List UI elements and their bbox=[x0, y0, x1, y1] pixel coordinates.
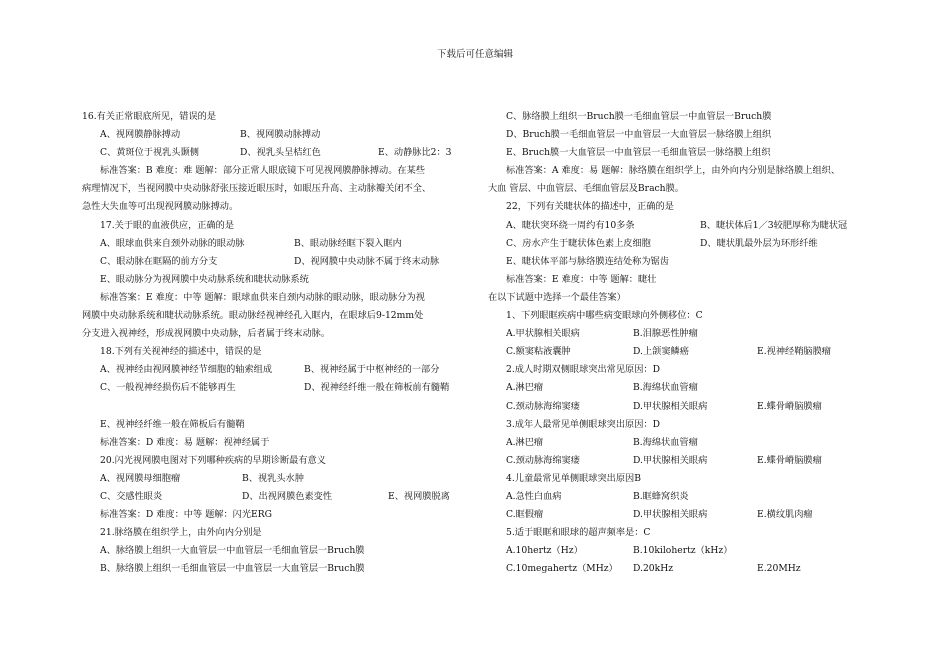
question-17-options-cd bbox=[82, 253, 468, 271]
mcq-2-options-ab bbox=[488, 379, 888, 397]
q22-option-c: C、房水产生于睫状体色素上皮细胞 bbox=[506, 237, 651, 249]
question-20-options-cde bbox=[82, 488, 468, 506]
mcq-4-stem: 4.儿童最常见单侧眼球突出原因B bbox=[506, 472, 641, 484]
mcq-1-options-ab bbox=[488, 325, 888, 343]
left-column bbox=[82, 108, 468, 578]
spacer bbox=[82, 398, 468, 416]
mcq-1-options-cde bbox=[488, 343, 888, 361]
q21-option-e: E、Bruch膜一大血管层一中血管层一毛细血管层一脉络膜上组织 bbox=[506, 147, 771, 159]
mcq-1-option-a: A.甲状腺相关眼病 bbox=[506, 328, 580, 340]
q22-option-a: A、睫状突环绕一周约有10多条 bbox=[506, 219, 635, 231]
q21-option-b: B、脉络膜上组织一毛细血管层一中血管层一大血管层一Bruch膜 bbox=[100, 563, 365, 575]
mcq-4-options-cde bbox=[488, 506, 888, 524]
q18-option-d: D、视神经纤维一般在筛板前有髓鞘 bbox=[304, 382, 450, 394]
q18-option-b: B、视神经属于中枢神经的一部分 bbox=[304, 364, 440, 376]
mcq-3-stem: 3.成年人最常见单侧眼球突出原因：D bbox=[506, 418, 660, 430]
question-17-stem: 17.关于眼的血液供应，正确的是 bbox=[100, 219, 235, 231]
q18-option-e: E、视神经纤维一般在筛板后有髓鞘 bbox=[100, 418, 245, 430]
question-18-stem: 18.下列有关视神经的描述中，错误的是 bbox=[100, 346, 262, 358]
q22-answer: 标准答案：E 难度：中等 题解：睫壮 bbox=[506, 273, 657, 285]
q17-answer-line-2: 网膜中央动脉系统和睫状动脉系统。眼动脉经视神经孔入眶内，在眼球后9-12mm处 bbox=[82, 310, 424, 322]
mcq-5-option-c: C.10megahertz（MHz） bbox=[506, 563, 618, 575]
q16-option-c: C、黄斑位于视乳头颞侧 bbox=[100, 147, 199, 159]
mcq-2-stem: 2.成人时期双侧眼球突出常见原因：D bbox=[506, 364, 660, 376]
q16-answer-line-3: 急性大失血等可出现视网膜动脉搏动。 bbox=[82, 201, 239, 213]
mcq-4-option-a: A.急性白血病 bbox=[506, 490, 562, 502]
mcq-5-option-e: E.20MHz bbox=[757, 563, 801, 575]
q20-option-a: A、视网膜母细胞瘤 bbox=[100, 472, 181, 484]
mcq-1-option-e: E.视神经鞘脑膜瘤 bbox=[757, 346, 831, 358]
mcq-2-option-e: E.蝶骨嵴脑膜瘤 bbox=[757, 400, 822, 412]
mcq-2-option-c: C.颈动脉海绵窦瘘 bbox=[506, 400, 580, 412]
mcq-1-option-c: C.额窦粘液囊肿 bbox=[506, 346, 571, 358]
q20-option-c: C、交感性眼炎 bbox=[100, 490, 163, 502]
q16-answer-line-1: 标准答案：B 难度：难 题解：部分正常人眼底镜下可见视网膜静脉搏动。在某些 bbox=[100, 165, 425, 177]
mcq-5-options-cde bbox=[488, 560, 888, 578]
mcq-3-options-cde bbox=[488, 452, 888, 470]
question-21-stem: 21.脉络膜在组织学上，由外向内分别是 bbox=[100, 527, 262, 539]
right-column bbox=[488, 108, 888, 578]
q16-option-d: D、视乳头呈桔红色 bbox=[240, 147, 321, 159]
mcq-4-option-c: C.眶假瘤 bbox=[506, 509, 544, 521]
q17-option-b: B、眼动脉经眶下裂入眶内 bbox=[294, 237, 402, 249]
q20-answer: 标准答案：D 难度：中等 题解：闪光ERG bbox=[100, 509, 272, 521]
q18-option-a: A、视神经由视网膜神经节细胞的轴索组成 bbox=[100, 364, 273, 376]
mcq-4-option-b: B.眶蜂窝织炎 bbox=[633, 490, 689, 502]
mcq-2-option-a: A.淋巴瘤 bbox=[506, 382, 544, 394]
question-20-stem: 20.闪光视网膜电图对下列哪种疾病的早期诊断最有意义 bbox=[100, 454, 326, 466]
q18-option-c: C、一般视神经损伤后不能够再生 bbox=[100, 382, 236, 394]
q16-option-b: B、视网膜动脉搏动 bbox=[240, 129, 321, 141]
q22-option-e: E、睫状体平部与脉络膜连结处称为锯齿 bbox=[506, 255, 669, 267]
mcq-5-option-d: D.20kHz bbox=[633, 563, 674, 575]
page-header: 下载后可任意编辑 bbox=[436, 49, 513, 60]
q18-answer: 标准答案：D 难度：易 题解：视神经属于 bbox=[100, 436, 270, 448]
q21-answer-line-2: 大血 管层、中血管层、毛细血管层及Brach膜。 bbox=[488, 183, 684, 195]
q16-answer-line-2: 病理情况下，当视网膜中央动脉舒张压接近眼压时，如眼压升高、主动脉瓣关闭不全、 bbox=[82, 183, 432, 195]
mcq-2-option-d: D.甲状腺相关眼病 bbox=[633, 400, 708, 412]
question-16-stem: 16.有关正常眼底所见，错误的是 bbox=[82, 111, 217, 122]
mcq-3-option-a: A.淋巴瘤 bbox=[506, 436, 544, 448]
mcq-5-stem: 5.适于眼眶和眼球的超声频率是：C bbox=[506, 527, 651, 539]
section-heading: 在以下试题中选择一个最佳答案） bbox=[488, 291, 626, 303]
mcq-2-option-b: B.海绵状血管瘤 bbox=[633, 382, 698, 394]
q17-answer-line-1: 标准答案：E 难度：中等 题解：眼球血供来自颈内动脉的眼动脉，眼动脉分为视 bbox=[100, 291, 425, 303]
mcq-3-option-b: B.海绵状血管瘤 bbox=[633, 436, 698, 448]
mcq-1-option-d: D.上颌窦鳞癌 bbox=[633, 346, 689, 358]
q20-option-d: D、出视网膜色素变性 bbox=[242, 490, 333, 502]
mcq-1-stem: 1、下列眼眶疾病中哪些病变眼球向外侧移位：C bbox=[506, 310, 703, 322]
question-16-options-ab bbox=[82, 126, 468, 144]
mcq-1-option-b: B.泪腺恶性肿瘤 bbox=[633, 328, 698, 340]
question-17-options-ab bbox=[82, 235, 468, 253]
q22-option-b: B、睫状体后1／3较肥厚称为睫状冠 bbox=[700, 219, 848, 231]
q21-answer-line-1: 标准答案：A 难度：易 题解：脉络膜在组织学上，由外向内分别是脉络膜上组织、 bbox=[506, 165, 841, 177]
q21-option-c: C、脉络膜上组织一Bruch膜一毛细血管层一中血管层一Bruch膜 bbox=[506, 111, 772, 122]
question-22-options-ab bbox=[488, 217, 888, 235]
mcq-3-option-d: D.甲状腺相关眼病 bbox=[633, 454, 708, 466]
mcq-5-option-b: B.10kilohertz（kHz） bbox=[633, 545, 733, 557]
question-22-stem: 22，下列有关睫状体的描述中，正确的是 bbox=[506, 201, 674, 213]
q17-option-d: D、视网膜中央动脉不属于终末动脉 bbox=[294, 255, 440, 267]
mcq-3-option-c: C.颈动脉海绵窦瘘 bbox=[506, 454, 580, 466]
mcq-4-option-e: E.横纹肌肉瘤 bbox=[757, 509, 813, 521]
mcq-3-options-ab bbox=[488, 434, 888, 452]
q20-option-e: E、视网膜脱离 bbox=[388, 490, 450, 502]
q17-option-e: E、眼动脉分为视网膜中央动脉系统和睫状动脉系统 bbox=[100, 273, 309, 285]
q17-answer-line-3: 分支进入视神经，形成视网膜中央动脉，后者属于终末动脉。 bbox=[82, 328, 331, 340]
q21-option-a: A、脉络膜上组织一大血管层一中血管层一毛细血管层一Bruch膜 bbox=[100, 545, 365, 557]
mcq-5-options-ab bbox=[488, 542, 888, 560]
question-18-options-ab bbox=[82, 361, 468, 379]
mcq-5-option-a: A.10hertz（Hz） bbox=[506, 545, 583, 557]
q17-option-c: C、眼动脉在眶隔的前方分支 bbox=[100, 255, 218, 267]
mcq-4-options-ab bbox=[488, 488, 888, 506]
q21-option-d: D、Bruch膜一毛细血管层一中血管层一大血管层一脉络膜上组织 bbox=[506, 129, 772, 141]
question-22-options-cd bbox=[488, 235, 888, 253]
q17-option-a: A、眼球血供来自颈外动脉的眼动脉 bbox=[100, 237, 245, 249]
mcq-2-options-cde bbox=[488, 398, 888, 416]
q20-option-b: B、视乳头水肿 bbox=[242, 472, 304, 484]
q22-option-d: D、睫状肌最外层为环形纤维 bbox=[700, 237, 818, 249]
mcq-4-option-d: D.甲状腺相关眼病 bbox=[633, 509, 708, 521]
mcq-3-option-e: E.蝶骨嵴脑膜瘤 bbox=[757, 454, 822, 466]
question-20-options-ab bbox=[82, 470, 468, 488]
question-16-options-cde bbox=[82, 144, 468, 162]
q16-option-e: E、动静脉比2：3 bbox=[378, 147, 452, 159]
question-18-options-cd bbox=[82, 379, 468, 397]
q16-option-a: A、视网膜静脉搏动 bbox=[100, 129, 181, 141]
